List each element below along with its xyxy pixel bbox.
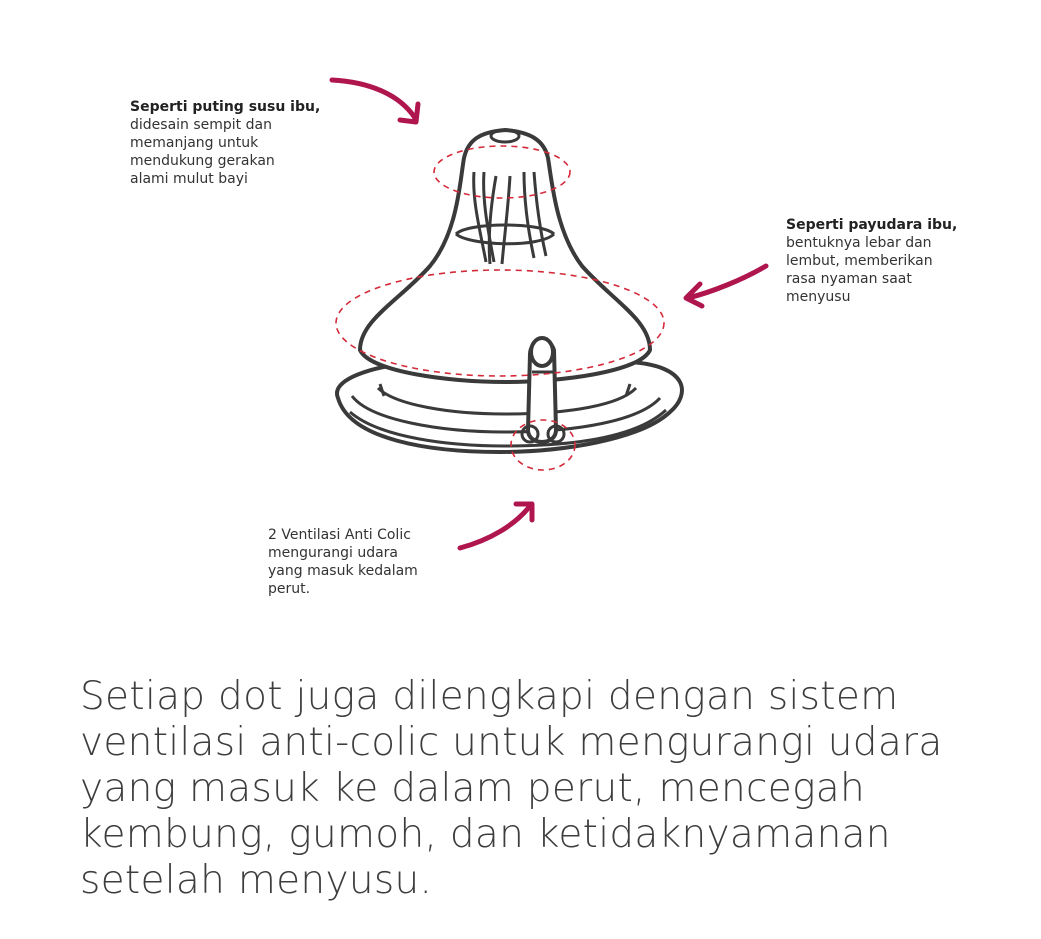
callout-vent-body: 2 Ventilasi Anti Colic mengurangi udara yang masuk kedalam perut. [268, 527, 418, 597]
description-line: setelah menyusu. [80, 858, 433, 903]
callout-breast-shape [786, 216, 986, 306]
arrow-icon [686, 266, 766, 306]
arrow-icon [332, 80, 418, 122]
callout-breast-title: Seperti payudara ibu, [786, 217, 958, 233]
description-line: Setiap dot juga dilengkapi dengan sistem [80, 674, 899, 719]
callout-breast-body: bentuknya lebar dan lembut, memberikan rasa nyaman saat menyusu [786, 235, 933, 305]
description-line: ventilasi anti-colic untuk mengurangi udara [80, 720, 943, 765]
callout-anti-colic-vent [268, 526, 478, 598]
callout-tip-title: Seperti puting susu ibu, [130, 99, 321, 115]
description-paragraph [80, 674, 980, 904]
callout-teat-tip [130, 98, 340, 188]
description-line: yang masuk ke dalam perut, mencegah [80, 766, 866, 811]
teat-body [360, 130, 650, 382]
description-line: kembung, gumoh, dan ketidaknyamanan [80, 812, 891, 857]
callout-tip-body: didesain sempit dan memanjang untuk mendukung gerakan alami mulut bayi [130, 117, 275, 187]
